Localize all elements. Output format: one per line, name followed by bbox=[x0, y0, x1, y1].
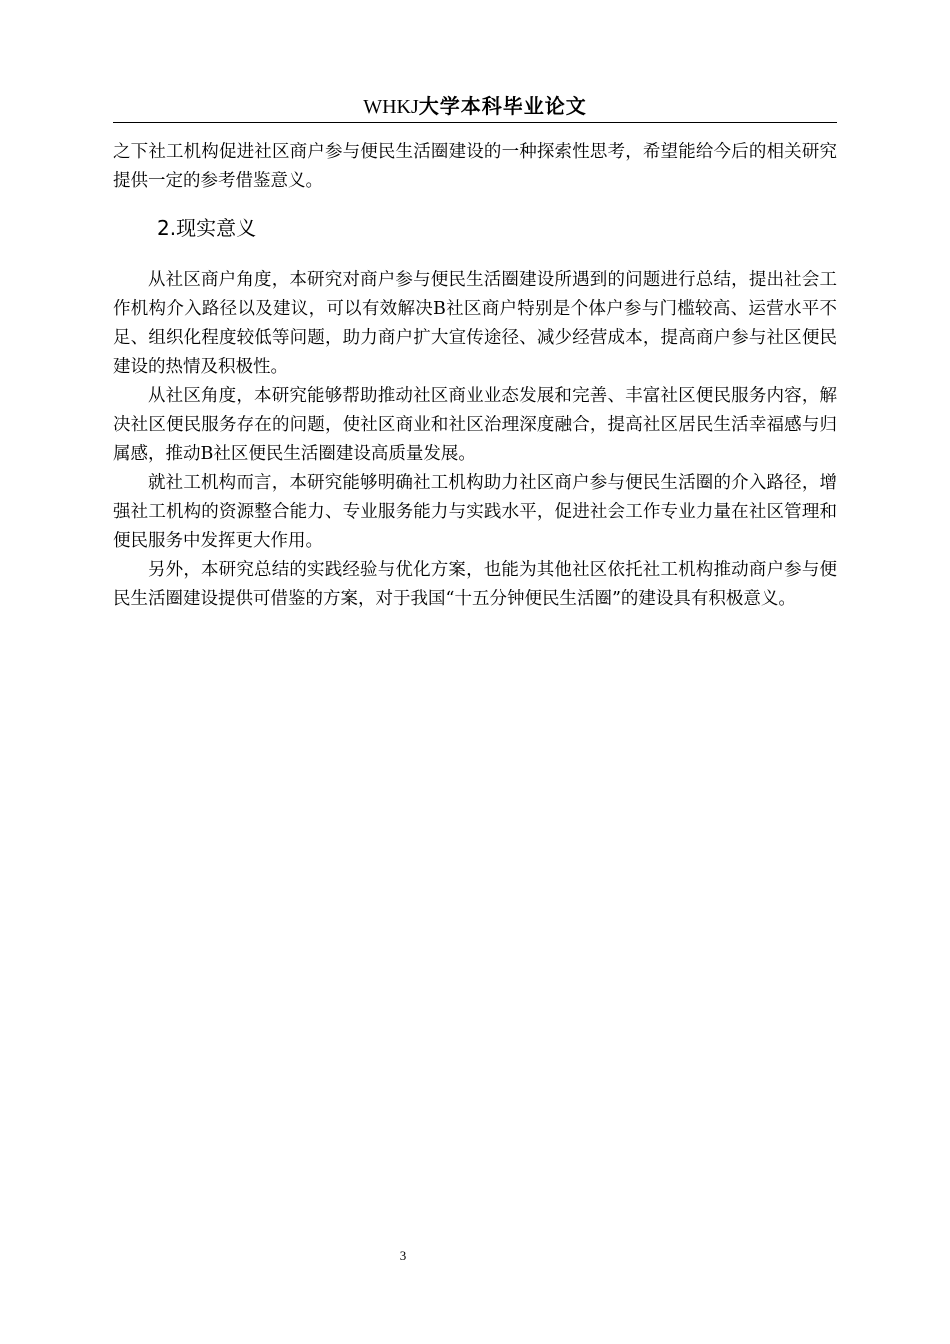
section-heading: 2.现实意义 bbox=[157, 216, 257, 240]
header-latin-text: WHKJ bbox=[363, 96, 419, 118]
paragraph-broader-significance: 另外，本研究总结的实践经验与优化方案，也能为其他社区依托社工机构推动商户参与便民生活圈建设提供可借鉴的方案，对于我国“十五分钟便民生活圈”的建设具有积极意义。 bbox=[113, 560, 837, 609]
paragraph-social-work-perspective: 就社工机构而言，本研究能够明确社工机构助力社区商户参与便民生活圈的介入路径，增强社工机构的资源整合能力、专业服务能力与实践水平，促进社会工作专业力量在社区管理和便民服务中发挥更大作用。 bbox=[113, 473, 837, 551]
running-header bbox=[113, 93, 837, 120]
paragraph-community-perspective: 从社区角度，本研究能够帮助推动社区商业业态发展和完善、丰富社区便民服务内容，解决社区便民服务存在的问题，使社区商业和社区治理深度融合，提高社区居民生活幸福感与归属感，推动B社区便民生活圈建设高质量发展。 bbox=[113, 386, 837, 464]
page-number: 3 bbox=[399, 1248, 407, 1263]
paragraph-merchant-perspective: 从社区商户角度，本研究对商户参与便民生活圈建设所遇到的问题进行总结，提出社会工作机构介入路径以及建议，可以有效解决B社区商户特别是个体户参与门槛较高、运营水平不足、组织化程度较低等问题，助力商户扩大宣传途径、减少经营成本，提高商户参与社区便民建设的热情及积极性。 bbox=[113, 270, 837, 377]
continuation-block bbox=[113, 138, 837, 196]
continuation-paragraph: 之下社工机构促进社区商户参与便民生活圈建设的一种探索性思考，希望能给今后的相关研究提供一定的参考借鉴意义。 bbox=[113, 142, 837, 191]
body-text bbox=[113, 266, 837, 614]
header-title-text: 大学本科毕业论文 bbox=[418, 94, 587, 118]
header-rule bbox=[113, 122, 837, 123]
